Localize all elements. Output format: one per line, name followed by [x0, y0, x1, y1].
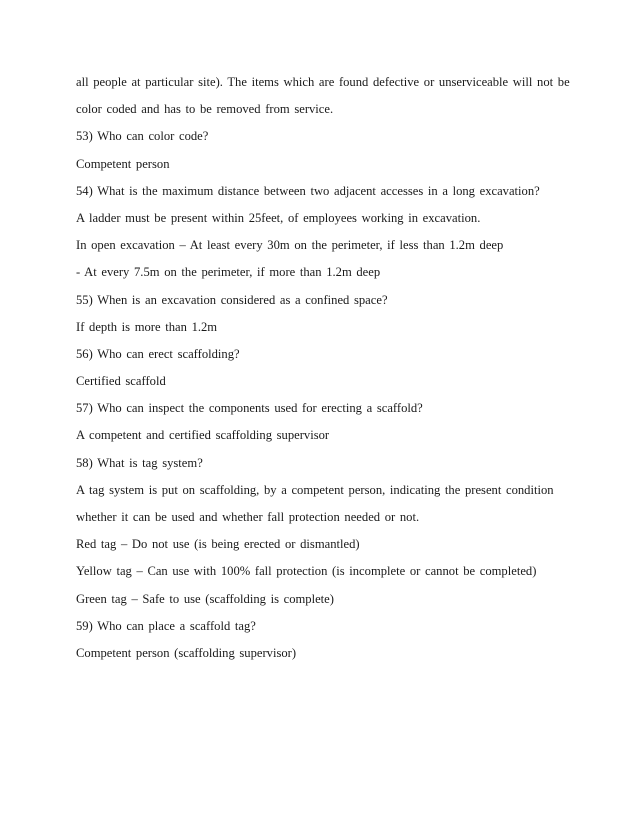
question-55: 55) When is an excavation considered as a confined space? — [76, 292, 388, 307]
answer-55: If depth is more than 1.2m — [76, 319, 218, 334]
answer-59: Competent person (scaffolding supervisor) — [76, 645, 297, 660]
yellow-tag-line: Yellow tag – Can use with 100% fall protection (is incomplete or cannot be completed) — [76, 564, 537, 579]
question-53: 53) Who can color code? — [76, 129, 209, 144]
text-column — [76, 73, 596, 671]
answer-54-line-3: - At every 7.5m on the perimeter, if more than 1.2m deep — [76, 265, 381, 280]
answer-54-line-1: A ladder must be present within 25feet, of employees working in excavation. — [76, 210, 481, 225]
text-line: color coded and has to be removed from service. — [76, 102, 334, 117]
text-line: all people at particular site). The items which are found defective or unserviceable will not be — [76, 75, 570, 89]
question-58: 58) What is tag system? — [76, 455, 203, 470]
answer-53: Competent person — [76, 156, 170, 171]
answer-56: Certified scaffold — [76, 374, 166, 389]
red-tag-line: Red tag – Do not use (is being erected or dismantled) — [76, 537, 360, 552]
answer-58-line-1: A tag system is put on scaffolding, by a competent person, indicating the present condition — [76, 482, 554, 497]
question-56: 56) Who can erect scaffolding? — [76, 346, 240, 361]
question-54: 54) What is the maximum distance between two adjacent accesses in a long excavation? — [76, 183, 540, 198]
green-tag-line: Green tag – Safe to use (scaffolding is complete) — [76, 591, 334, 606]
answer-57: A competent and certified scaffolding supervisor — [76, 428, 330, 443]
answer-58-line-2: whether it can be used and whether fall protection needed or not. — [76, 510, 420, 524]
question-59: 59) Who can place a scaffold tag? — [76, 618, 256, 633]
answer-54-line-2: In open excavation – At least every 30m on the perimeter, if less than 1.2m deep — [76, 238, 504, 253]
question-57: 57) Who can inspect the components used for erecting a scaffold? — [76, 401, 423, 416]
